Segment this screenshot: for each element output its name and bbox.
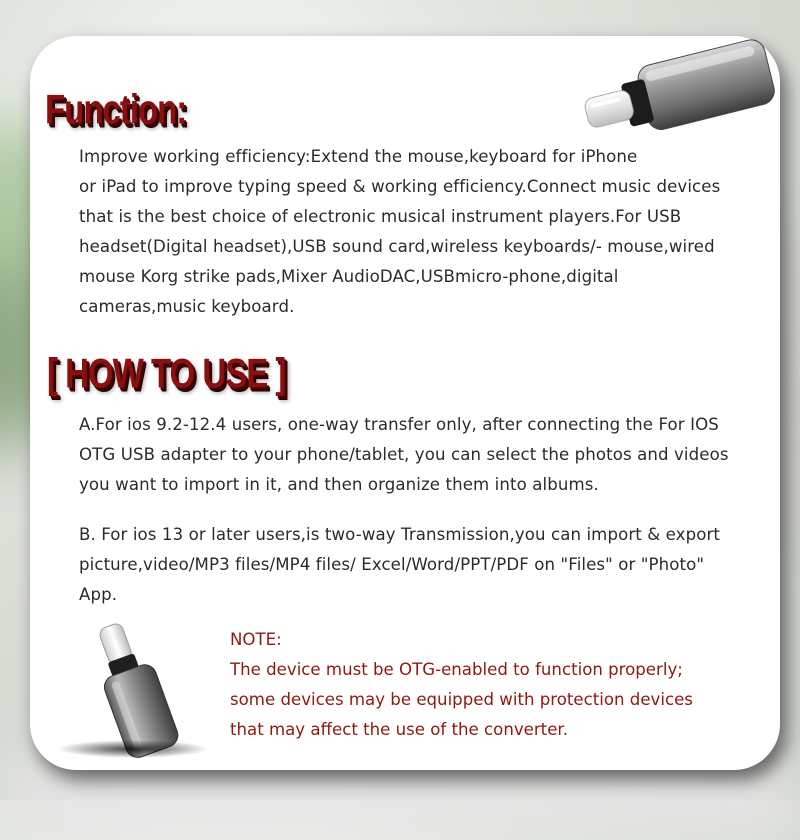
otg-adapter-image bbox=[578, 12, 783, 152]
how-to-use-heading: [ HOW TO USE ] bbox=[47, 350, 286, 397]
product-shadow bbox=[58, 738, 208, 760]
note-text: The device must be OTG-enabled to function properly; some devices may be equipped with protection devices that may affect the use of the converter. bbox=[230, 660, 693, 739]
instruction-a: A.For ios 9.2-12.4 users, one-way transfer only, after connecting the For IOS OTG USB adapter to your phone/tablet, you can select the photos and videos you want to import in it, and then organize them into albums. bbox=[79, 415, 729, 494]
function-heading: Function: bbox=[45, 86, 187, 133]
instruction-b: B. For ios 13 or later users,is two-way Transmission,you can import & export picture,video/MP3 files/MP4 files/ Excel/Word/PPT/PDF on "Files" or "Photo" App. bbox=[79, 525, 720, 604]
note-title: NOTE: bbox=[230, 630, 282, 649]
function-description: Improve working efficiency:Extend the mouse,keyboard for iPhone or iPad to improve typing speed & working efficiency.Connect music devices that is the best choice of electronic musical instrument players.For USB headset(Digital headset),USB sound card,wireless keyboards/- mouse,wired mouse Korg strike pads,Mixer AudioDAC,USBmicro-phone,digital cameras,music keyboard. bbox=[79, 147, 721, 316]
